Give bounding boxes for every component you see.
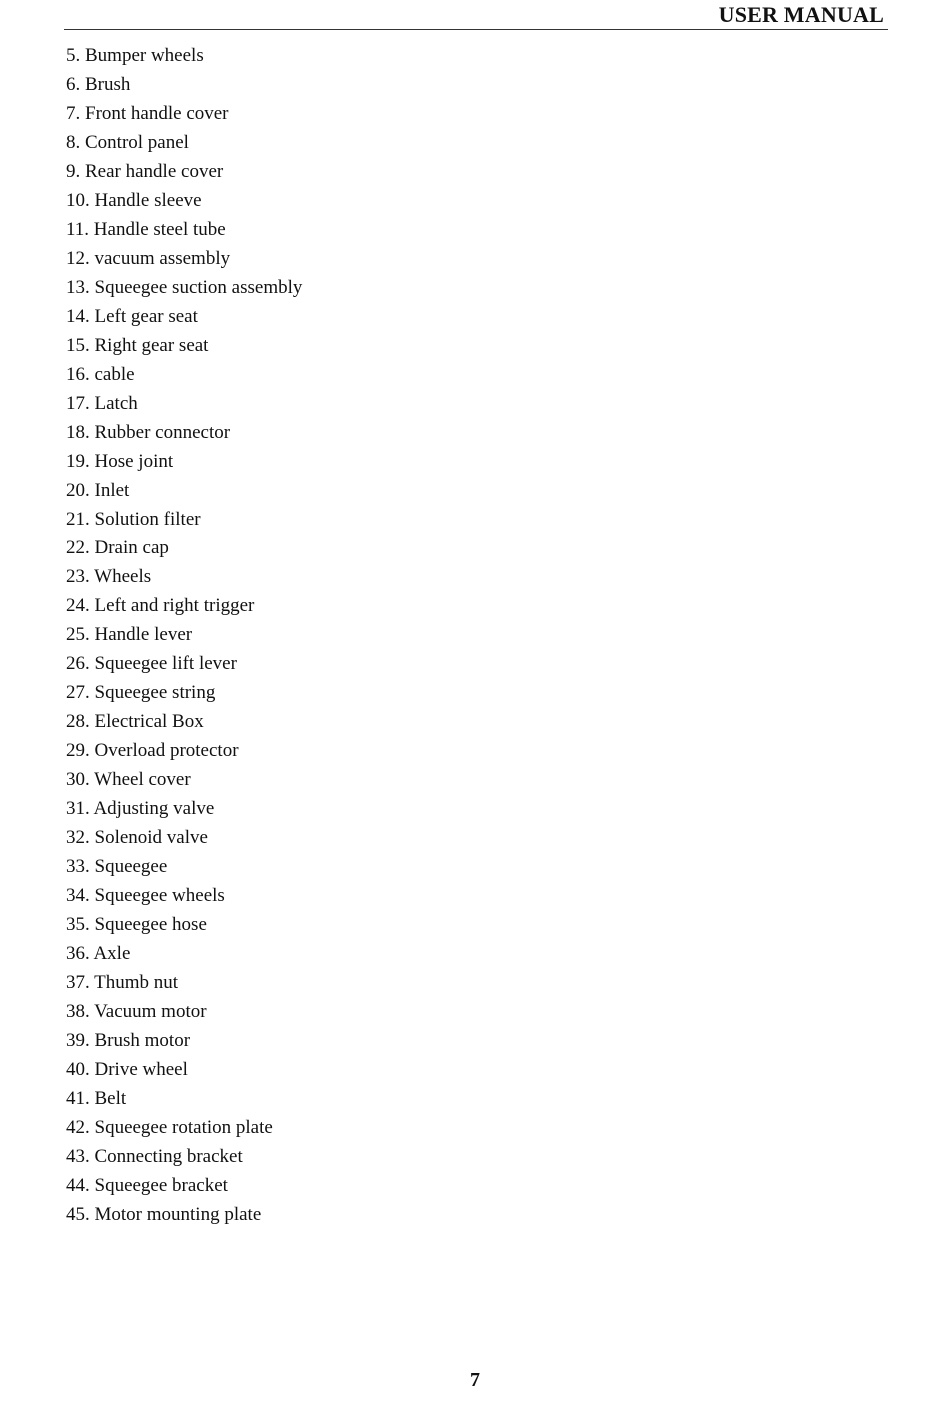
- list-item: 16. cable: [66, 363, 135, 385]
- list-item: 43. Connecting bracket: [66, 1145, 243, 1167]
- list-item: 15. Right gear seat: [66, 334, 209, 356]
- list-item: 20. Inlet: [66, 479, 130, 501]
- list-item: 12. vacuum assembly: [66, 247, 231, 269]
- list-item: 45. Motor mounting plate: [66, 1203, 262, 1225]
- list-item: 13. Squeegee suction assembly: [66, 276, 303, 298]
- list-item: 25. Handle lever: [66, 624, 193, 646]
- list-item: 36. Axle: [66, 943, 131, 965]
- list-item: 7. Front handle cover: [66, 102, 229, 124]
- list-item: 18. Rubber connector: [66, 421, 231, 443]
- page-number: 7: [470, 1369, 480, 1391]
- list-item: 30. Wheel cover: [66, 769, 191, 791]
- list-item: 10. Handle sleeve: [66, 189, 202, 211]
- list-item: 41. Belt: [66, 1087, 127, 1109]
- list-item: 26. Squeegee lift lever: [66, 653, 237, 675]
- list-item: 11. Handle steel tube: [66, 218, 226, 240]
- header-title: USER MANUAL: [718, 2, 884, 27]
- list-item: 27. Squeegee string: [66, 682, 216, 704]
- list-item: 23. Wheels: [66, 566, 152, 588]
- list-item: 21. Solution filter: [66, 508, 201, 530]
- list-item: 33. Squeegee: [66, 856, 168, 878]
- list-item: 31. Adjusting valve: [66, 798, 215, 820]
- list-item: 24. Left and right trigger: [66, 595, 255, 617]
- list-item: 17. Latch: [66, 392, 138, 414]
- list-item: 5. Bumper wheels: [66, 45, 204, 66]
- list-item: 6. Brush: [66, 73, 131, 95]
- list-item: 37. Thumb nut: [66, 972, 179, 993]
- list-item: 22. Drain cap: [66, 537, 169, 559]
- list-item: 40. Drive wheel: [66, 1058, 188, 1080]
- parts-list: [66, 42, 302, 1230]
- list-item: 8. Control panel: [66, 131, 189, 153]
- list-item: 32. Solenoid valve: [66, 827, 208, 849]
- list-item: 38. Vacuum motor: [66, 1000, 207, 1022]
- list-item: 9. Rear handle cover: [66, 160, 224, 182]
- list-item: 34. Squeegee wheels: [66, 885, 225, 907]
- list-item: 19. Hose joint: [66, 450, 174, 472]
- list-item: 14. Left gear seat: [66, 305, 198, 327]
- list-item: 44. Squeegee bracket: [66, 1174, 228, 1196]
- list-item: 42. Squeegee rotation plate: [66, 1116, 273, 1138]
- list-item: 39. Brush motor: [66, 1029, 191, 1051]
- header-divider: [64, 29, 888, 30]
- list-item: 35. Squeegee hose: [66, 914, 207, 936]
- list-item: 29. Overload protector: [66, 740, 239, 762]
- list-item: 28. Electrical Box: [66, 711, 204, 733]
